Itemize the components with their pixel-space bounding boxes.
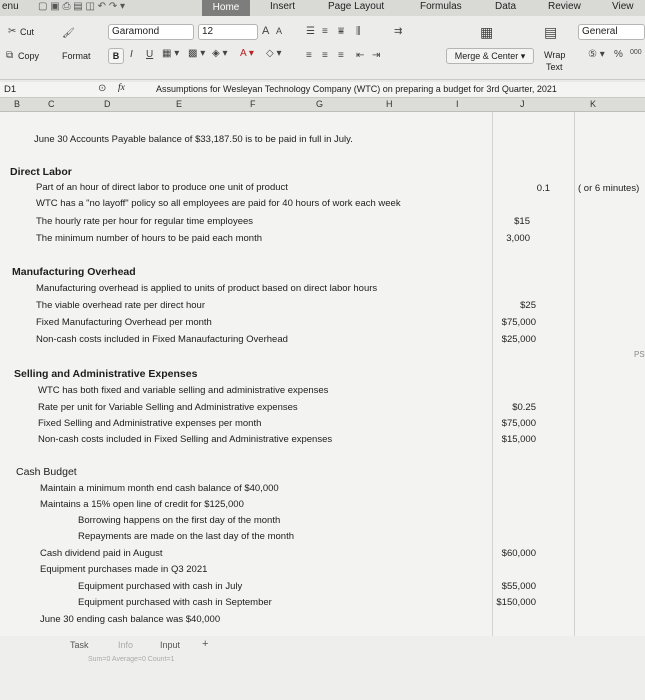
format-painter-button[interactable]: Format: [62, 51, 91, 61]
sga-line[interactable]: Non-cash costs included in Fixed Selling and Administrative expenses: [38, 434, 333, 445]
tab-data[interactable]: Data: [495, 1, 517, 12]
tab-view[interactable]: View: [612, 1, 634, 12]
cash-budget-line[interactable]: June 30 ending cash balance was $40,000: [40, 614, 221, 625]
sheet-tab-input[interactable]: Input: [160, 640, 181, 650]
formula-bar: [0, 82, 645, 98]
cash-budget-line[interactable]: Borrowing happens on the first day of the month: [78, 515, 281, 526]
sga-line[interactable]: WTC has both fixed and variable selling and administrative expenses: [38, 385, 329, 396]
column-header-g[interactable]: G: [316, 99, 324, 109]
cash-budget-title[interactable]: Cash Budget: [16, 466, 77, 478]
align-top-icon[interactable]: ☰: [306, 26, 315, 37]
cash-budget-line[interactable]: Maintain a minimum month end cash balance of $40,000: [40, 483, 279, 494]
direct-labor-note[interactable]: ( or 6 minutes): [578, 183, 640, 194]
merge-center-label: Merge & Center: [454, 51, 519, 61]
currency-icon[interactable]: ⑤ ▾: [588, 49, 605, 60]
format-painter-icon[interactable]: 🖌: [62, 28, 75, 39]
wrap-text-icon[interactable]: ▤: [544, 24, 558, 40]
tab-insert[interactable]: Insert: [270, 1, 296, 12]
fill-color-icon[interactable]: ▩ ▾: [188, 48, 206, 59]
sga-value[interactable]: $75,000: [501, 418, 536, 429]
align-bottom-icon[interactable]: ⩸: [338, 26, 345, 37]
sga-line[interactable]: Fixed Selling and Administrative expenses per month: [38, 418, 262, 429]
direct-labor-value[interactable]: $15: [514, 216, 530, 227]
shrink-font-icon[interactable]: A: [276, 26, 283, 36]
ap-note[interactable]: June 30 Accounts Payable balance of $33,187.50 is to be paid in full in July.: [34, 134, 353, 145]
sheet-tab-task[interactable]: Task: [70, 640, 89, 650]
direct-labor-line[interactable]: Part of an hour of direct labor to produce one unit of product: [36, 182, 288, 193]
mfg-overhead-line[interactable]: Fixed Manufacturing Overhead per month: [36, 317, 212, 328]
fx-label[interactable]: fx: [118, 83, 125, 93]
mfg-overhead-value[interactable]: $25: [520, 300, 536, 311]
direct-labor-title[interactable]: Direct Labor: [10, 166, 72, 178]
direct-labor-line[interactable]: The hourly rate per hour for regular time employees: [36, 216, 254, 227]
search-icon[interactable]: ⊙: [98, 83, 107, 94]
sheet-tab-info[interactable]: Info: [118, 640, 134, 650]
decrease-indent-icon[interactable]: ⇤: [356, 50, 365, 61]
direct-labor-line[interactable]: The minimum number of hours to be paid each month: [36, 233, 263, 244]
wrap-text-button[interactable]: Wrap: [544, 50, 566, 60]
column-header-h[interactable]: H: [386, 99, 393, 109]
font-color-icon[interactable]: A ▾: [240, 48, 254, 59]
cash-budget-line[interactable]: Equipment purchased with cash in July: [78, 581, 243, 592]
tab-review[interactable]: Review: [548, 1, 581, 12]
mfg-overhead-line[interactable]: Manufacturing overhead is applied to units of product based on direct labor hours: [36, 283, 378, 294]
mfg-overhead-title[interactable]: Manufacturing Overhead: [12, 266, 136, 278]
column-header-i[interactable]: I: [456, 99, 459, 109]
column-header-c[interactable]: C: [48, 99, 55, 109]
wrap-text-button-line2: Text: [546, 62, 563, 72]
sga-line[interactable]: Rate per unit for Variable Selling and Administrative expenses: [38, 402, 298, 413]
cash-budget-value[interactable]: $150,000: [496, 597, 536, 608]
column-headers: [0, 98, 645, 112]
align-left-icon[interactable]: ≡: [306, 50, 312, 61]
cash-budget-line[interactable]: Repayments are made on the last day of the month: [78, 531, 294, 542]
tab-formulas[interactable]: Formulas: [420, 1, 462, 12]
cut-button[interactable]: Cut: [20, 27, 35, 37]
align-middle-icon[interactable]: ≡: [322, 26, 328, 37]
direct-labor-value[interactable]: 0.1: [536, 183, 550, 194]
underline-button[interactable]: U: [146, 49, 154, 60]
paint-bucket-icon[interactable]: ◈ ▾: [212, 48, 228, 59]
clear-format-icon[interactable]: ◇ ▾: [266, 48, 282, 59]
add-sheet-button[interactable]: +: [202, 638, 209, 650]
align-right-icon[interactable]: ≡: [338, 50, 344, 61]
increase-indent-icon[interactable]: ⇥: [372, 50, 381, 61]
comma-style-icon[interactable]: 000: [630, 49, 642, 56]
cell-reference[interactable]: D1: [4, 84, 17, 95]
mfg-overhead-value[interactable]: $75,000: [501, 317, 536, 328]
sga-value[interactable]: $0.25: [512, 402, 536, 413]
cash-budget-line[interactable]: Cash dividend paid in August: [40, 548, 163, 559]
menu-label[interactable]: enu: [2, 1, 19, 12]
merge-icon[interactable]: ▦: [480, 24, 494, 40]
tab-home[interactable]: Home: [202, 0, 250, 16]
column-header-j[interactable]: J: [520, 99, 525, 109]
percent-button[interactable]: %: [614, 49, 623, 60]
italic-button[interactable]: I: [130, 49, 133, 60]
column-header-k[interactable]: K: [590, 99, 597, 109]
status-summary: Sum=0 Average=0 Count=1: [88, 656, 175, 663]
mfg-overhead-value[interactable]: $25,000: [501, 334, 536, 345]
cash-budget-line[interactable]: Maintains a 15% open line of credit for $125,000: [40, 499, 244, 510]
number-format-field[interactable]: General: [578, 24, 645, 40]
column-header-b[interactable]: B: [14, 99, 21, 109]
align-center-icon[interactable]: ≡: [322, 50, 328, 61]
gridline: [574, 112, 575, 652]
font-name-field[interactable]: Garamond: [108, 24, 194, 40]
spreadsheet-grid[interactable]: [0, 112, 645, 652]
direct-labor-value[interactable]: 3,000: [506, 233, 530, 244]
cash-budget-value[interactable]: $55,000: [501, 581, 536, 592]
merge-center-button[interactable]: Merge & Center ▾: [446, 48, 534, 64]
cash-budget-line[interactable]: Equipment purchased with cash in September: [78, 597, 272, 608]
column-header-d[interactable]: D: [104, 99, 111, 109]
borders-icon[interactable]: ▦ ▾: [162, 48, 180, 59]
mfg-overhead-line[interactable]: The viable overhead rate per direct hour: [36, 300, 205, 311]
column-header-f[interactable]: F: [250, 99, 256, 109]
scissors-icon[interactable]: ✂: [8, 26, 17, 37]
quick-access-icons[interactable]: ▢ ▣ ⎙ ▤ ◫ ↶ ↷ ▾: [38, 1, 126, 12]
cash-budget-line[interactable]: Equipment purchases made in Q3 2021: [40, 564, 208, 575]
font-size-field[interactable]: 12: [198, 24, 258, 40]
grow-font-icon[interactable]: A: [262, 25, 270, 37]
column-header-e[interactable]: E: [176, 99, 183, 109]
copy-button[interactable]: Copy: [18, 51, 40, 61]
tab-page-layout[interactable]: Page Layout: [328, 1, 385, 12]
mfg-overhead-line[interactable]: Non-cash costs included in Fixed Manaufacturing Overhead: [36, 334, 288, 345]
text-orientation-icon[interactable]: ⫼: [356, 26, 361, 37]
formula-content[interactable]: Assumptions for Wesleyan Technology Company (WTC) on preparing a budget for 3rd Quarter, 2021: [156, 84, 557, 94]
direct-labor-line[interactable]: WTC has a "no layoff" policy so all employees are paid for 40 hours of work each week: [36, 198, 401, 209]
copy-icon[interactable]: ⧉: [6, 50, 14, 61]
indent-icon[interactable]: ⇉: [394, 26, 403, 37]
bold-button[interactable]: B: [108, 48, 124, 64]
menubar: [0, 0, 645, 16]
ribbon: [0, 16, 645, 80]
sga-title[interactable]: Selling and Administrative Expenses: [14, 368, 198, 380]
sga-value[interactable]: $15,000: [501, 434, 536, 445]
status-area: [0, 636, 645, 700]
edge-text: PS: [634, 350, 645, 359]
cash-budget-value[interactable]: $60,000: [501, 548, 536, 559]
